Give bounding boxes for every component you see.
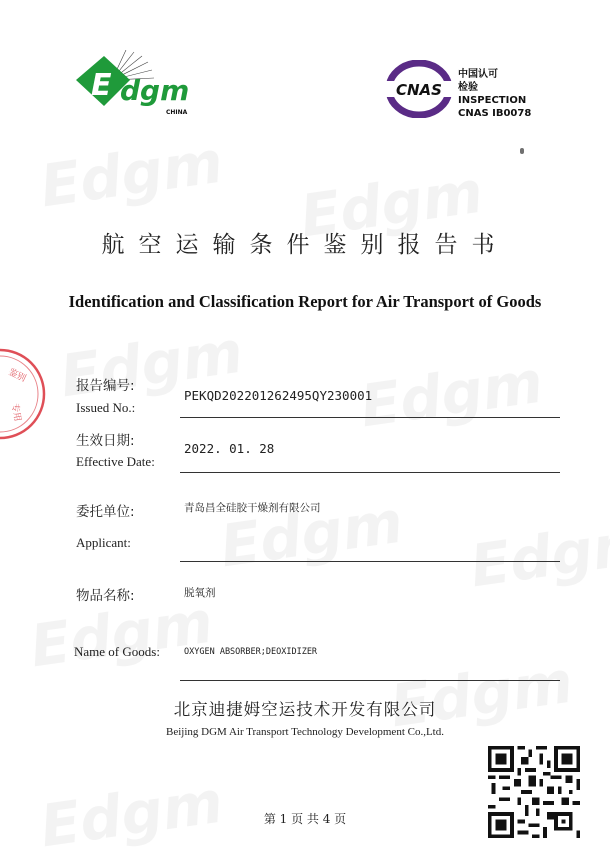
issued-no-label-en: Issued No.: (76, 400, 136, 415)
svg-text:专用: 专用 (9, 402, 23, 423)
cnas-line-3: INSPECTION (458, 95, 527, 106)
applicant-label-en: Applicant: (76, 535, 131, 550)
goods-name-underline (180, 680, 560, 681)
effective-date-value: 2022. 01. 28 (184, 441, 275, 456)
svg-text:CHINA: CHINA (166, 109, 188, 116)
effective-date-underline (180, 472, 560, 473)
cnas-line-1: 中国认可 (458, 69, 498, 80)
cnas-logo (386, 60, 452, 118)
applicant-label-cn: 委托单位: (76, 504, 135, 520)
issued-no-underline (180, 417, 560, 418)
goods-name-label-en: Name of Goods: (74, 644, 160, 659)
report-title-cn: 航空运输条件鉴别报告书 (101, 232, 509, 258)
goods-name-value-cn: 脱氧剂 (184, 587, 216, 599)
effective-date-label-en: Effective Date: (76, 454, 155, 469)
goods-name-label-cn: 物品名称: (76, 588, 135, 604)
svg-text:E: E (91, 68, 112, 103)
issuer-company-en: Beijing DGM Air Transport Technology Development Co.,Ltd. (166, 726, 444, 738)
effective-date-label-cn: 生效日期: (76, 433, 135, 449)
edgm-logo (72, 50, 212, 118)
scan-speck (520, 148, 524, 154)
issued-no-label-cn: 报告编号: (76, 378, 135, 394)
cnas-line-2: 检验 (458, 82, 478, 93)
issuer-company-cn: 北京迪捷姆空运技术开发有限公司 (173, 700, 437, 719)
page-number: 第 1 页 共 4 页 (263, 812, 347, 826)
goods-name-value-en: OXYGEN ABSORBER;DEOXIDIZER (184, 647, 318, 657)
cnas-line-4: CNAS IB0078 (458, 108, 532, 119)
cnas-accreditation-text (458, 68, 531, 120)
svg-text:CNAS: CNAS (396, 81, 442, 99)
svg-text:鉴别: 鉴别 (6, 367, 28, 385)
issued-no-value: PEKQD202201262495QY230001 (184, 388, 373, 403)
applicant-value: 青岛昌全硅胶干燥剂有限公司 (184, 502, 321, 514)
svg-text:dgm: dgm (120, 74, 190, 107)
applicant-underline (180, 561, 560, 562)
report-title-en: Identification and Classification Report for Air Transport of Goods (68, 292, 542, 311)
red-seal-stamp (0, 344, 48, 444)
